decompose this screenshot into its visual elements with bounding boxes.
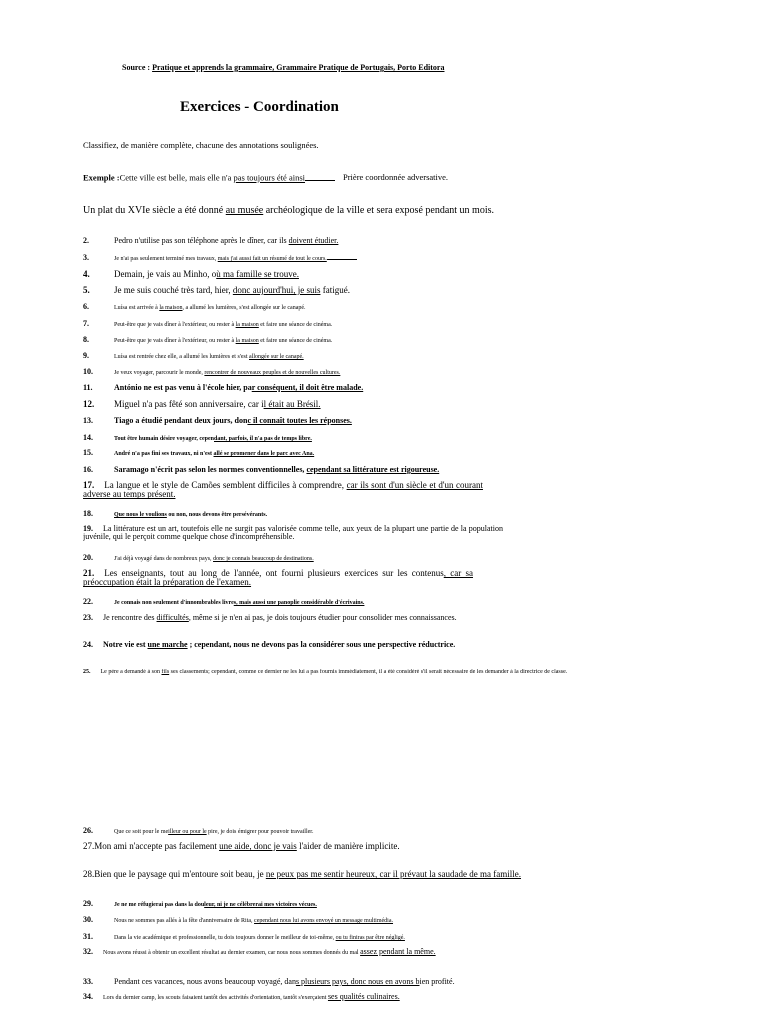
example-label: Exemple : bbox=[83, 172, 120, 183]
exercise-item: 7. Peut-être que je vais dîner à l'extérieur, ou rester à la maison et faire une séance de cinéma. bbox=[83, 319, 333, 328]
exercise-item: 17. La langue et le style de Camões semblent difficiles à comprendre, car ils sont d'un siècle et d'un courant adverse au temps présent. bbox=[83, 481, 483, 500]
exercise-item: 22. Je connais non seulement d'innombrables livres, mais aussi une panoplie considérable d'écrivains. bbox=[83, 597, 365, 606]
exercise-item: 11. António ne est pas venu à l'école hier, par conséquent, il doit être malade. bbox=[83, 383, 364, 392]
exercise-item: 16. Saramago n'écrit pas selon les normes conventionnelles, cependant sa littérature est rigoureuse. bbox=[83, 465, 440, 474]
example-text: Cette ville est belle, mais elle n'a bbox=[119, 172, 234, 183]
page-title: Exercices - Coordination bbox=[180, 99, 339, 115]
exercise-item: 6. Luísa est arrivée à la maison, a allumé les lumières, s'est allongée sur le canapé. bbox=[83, 302, 306, 311]
example-answer: Prière coordonnée adversative. bbox=[343, 172, 449, 182]
source-line bbox=[122, 63, 444, 72]
exercise-item: 2. Pedro n'utilise pas son téléphone après le dîner, car ils doivent étudier. bbox=[83, 236, 339, 245]
instruction: Classifiez, de manière complète, chacune des annotations soulignées. bbox=[83, 140, 319, 150]
exercise-item: 15. André n'a pas fini ses travaux, ni n'est allé se promener dans le parc avec Ana. bbox=[83, 448, 315, 457]
exercise-item: 10. Je veux voyager, parcourir le monde, rencontrer de nouveaux peuples et de nouvelles cultures. bbox=[83, 367, 341, 376]
exercise-item: 34. Lors du dernier camp, les scouts faisaient tantôt des activités d'orientation, tantôt s'exerçaient ses qualités culinaires. bbox=[83, 993, 400, 1001]
exercise-item: 32. Nous avons réussi à obtenir un excellent résultat au dernier examen, car nous nous sommes donnés du mal assez pendant la même. bbox=[83, 948, 436, 956]
exercise-item: 31. Dans la vie académique et professionnelle, tu dois toujours donner le meilleur de toi-même, ou tu finiras par être négligé. bbox=[83, 932, 405, 941]
exercise-item: 20. J'ai déjà voyagé dans de nombreux pays, donc je connais beaucoup de destinations. bbox=[83, 553, 314, 562]
exercise-item: 18. Que nous le voulions ou non, nous devons être persévérants. bbox=[83, 509, 268, 518]
exercise-item: 27.Mon ami n'accepte pas facilement une aide, donc je vais l'aider de manière implicite. bbox=[83, 842, 400, 851]
exercise-item: 25. Le père a demandé à son fils ses classements; cependant, comme ce dernier ne les lui a pas fournis immédiatement, il a été considéré s'il serait nécessaire de les demander à la directrice de classe. bbox=[83, 669, 568, 675]
answer-blank bbox=[305, 172, 335, 181]
example-line bbox=[83, 172, 449, 183]
exercise-item: 14. Tout être humain désire voyager, cependant, parfois, il n'a pas de temps libre. bbox=[83, 433, 312, 442]
source-reference: Pratique et apprends la grammaire, Grammaire Pratique de Portugais, Porto Editora bbox=[152, 63, 445, 72]
exercise-item: 4. Demain, je vais au Minho, où ma famille se trouve. bbox=[83, 269, 299, 279]
exercise-item: 28.Bien que le paysage qui m'entoure soit beau, je ne peux pas me sentir heureux, car il prévaut la saudade de ma famille. bbox=[83, 870, 521, 879]
exercise-item: 5. Je me suis couché très tard, hier, donc aujourd'hui, je suis fatigué. bbox=[83, 285, 350, 295]
exercise-item: 19. La littérature est un art, toutefois elle ne surgit pas valorisée comme telle, aux yeux de la plupart une partie de la population juvénile, qui le perçoit comme quelque chose d'incompréhensible. bbox=[83, 525, 503, 542]
source-label: Source : bbox=[122, 63, 153, 72]
exercise-item: 30. Nous ne sommes pas allés à la fête d'anniversaire de Rita, cependant nous lui avons envoyé un message multimédia. bbox=[83, 915, 394, 924]
exercise-item: 8. Peut-être que je vais dîner à l'extérieur, ou rester à la maison et faire une séance de cinéma. bbox=[83, 335, 333, 344]
exercise-item: 29. Je ne me réfugierai pas dans la douleur, ni je ne célébrerai mes victoires vécues. bbox=[83, 899, 317, 908]
exercise-item: 3. Je n'ai pas seulement terminé mes travaux, mais j'ai aussi fait un résumé de tout le cours. bbox=[83, 253, 768, 262]
exercise-item: 33. Pendant ces vacances, nous avons beaucoup voyagé, dans plusieurs pays, donc nous en avons bien profité. bbox=[83, 977, 455, 986]
exercise-item: 26. Que ce soit pour le meilleur ou pour le pire, je dois émigrer pour pouvoir travailler. bbox=[83, 826, 314, 835]
example-underlined: pas toujours été ainsi bbox=[233, 172, 306, 183]
exercise-item: Un plat du XVIe siècle a été donné au musée archéologique de la ville et sera exposé pendant un mois. bbox=[83, 206, 494, 216]
exercise-item: 12. Miguel n'a pas fêté son anniversaire, car il était au Brésil. bbox=[83, 399, 321, 409]
exercise-item: 9. Luísa est rentrée chez elle, a allumé les lumières et s'est allongée sur le canapé. bbox=[83, 351, 304, 360]
exercise-item: 24. Notre vie est une marche ; cependant, nous ne devons pas la considérer sous une perspective réductrice. bbox=[83, 641, 456, 649]
exercise-item: 21. Les enseignants, tout au long de l'année, ont fourni plusieurs exercices sur les contenus, car sa préoccupation était la préparation de l'examen. bbox=[83, 569, 473, 588]
exercise-item: 23. Je rencontre des difficultés, même si je n'en ai pas, je dois toujours étudier pour consolider mes connaissances. bbox=[83, 614, 457, 622]
exercise-item: 13. Tiago a étudié pendant deux jours, donc il connaît toutes les réponses. bbox=[83, 416, 352, 425]
